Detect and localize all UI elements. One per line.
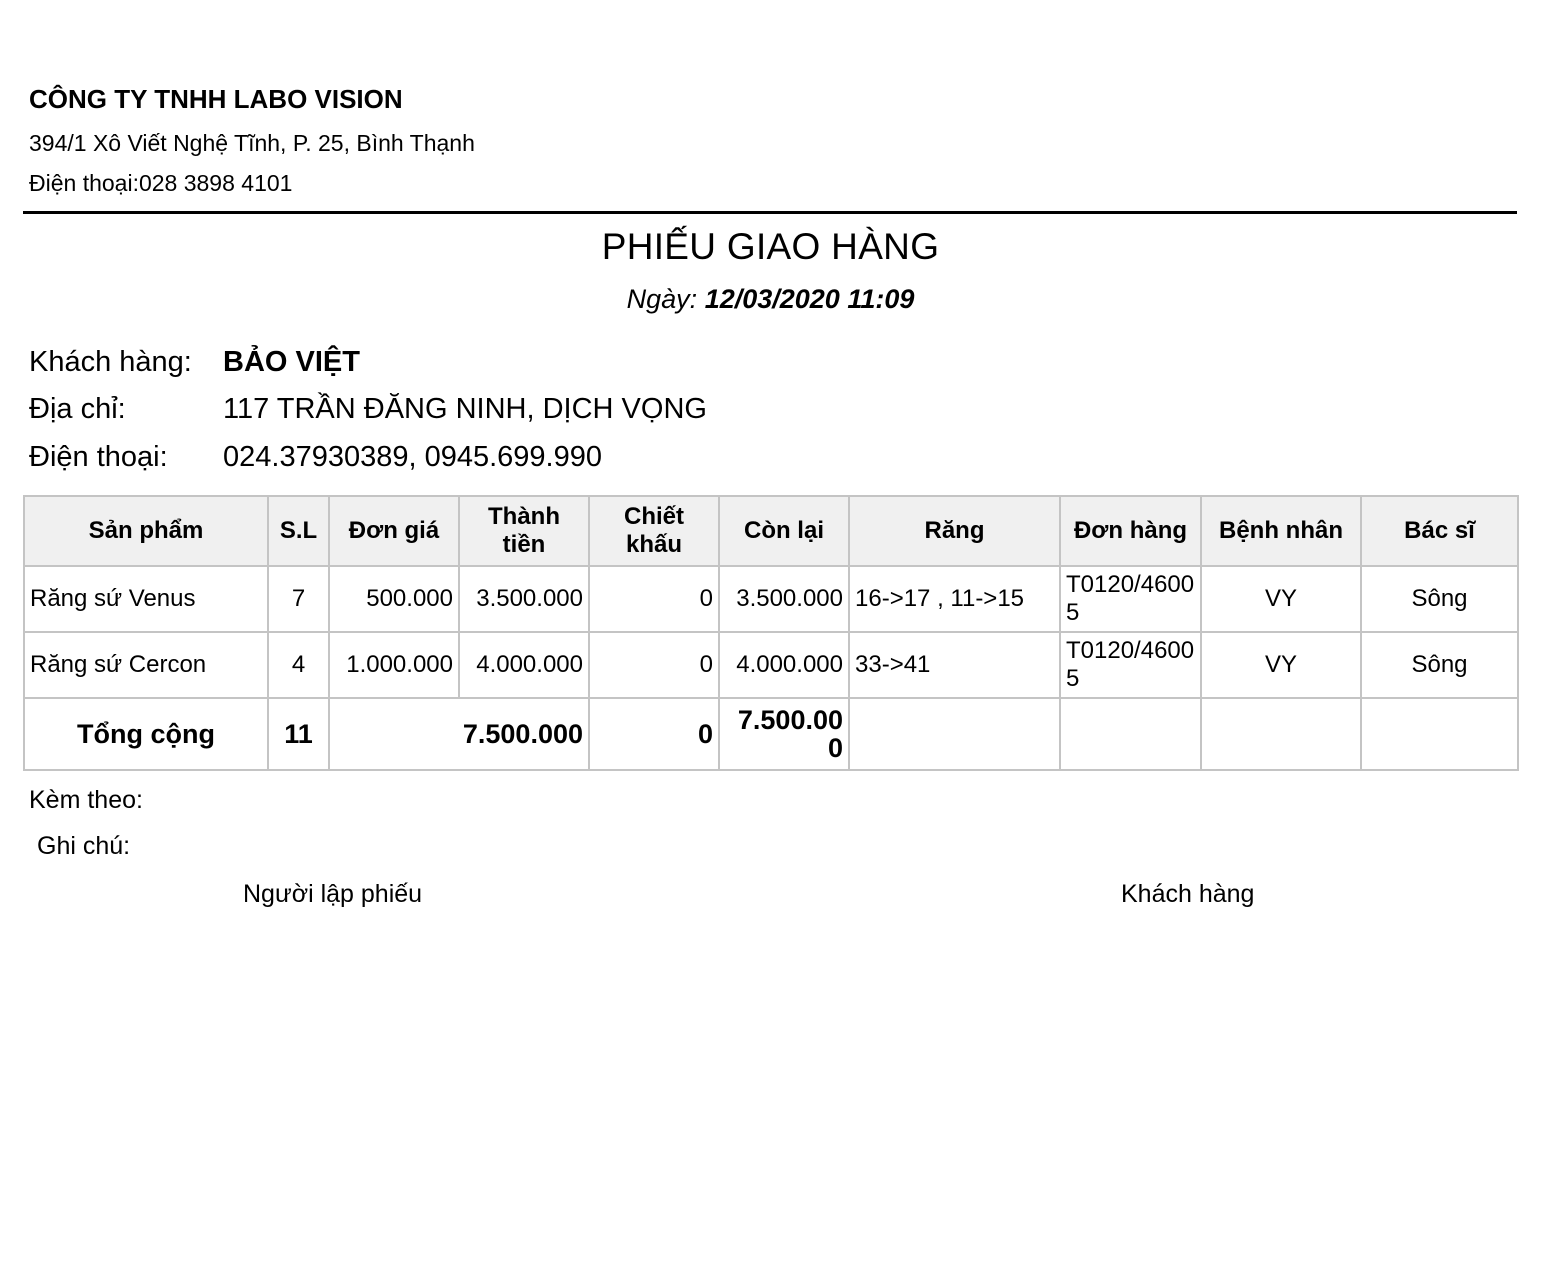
customer-address: 117 TRẦN ĐĂNG NINH, DỊCH VỌNG xyxy=(223,393,707,425)
cell-unit-price: 500.000 xyxy=(329,566,459,632)
cell-order: T0120/46005 xyxy=(1060,632,1201,698)
company-address: 394/1 Xô Viết Nghệ Tĩnh, P. 25, Bình Thạnh xyxy=(29,130,475,156)
total-empty-cell xyxy=(849,698,1060,770)
header-patient: Bệnh nhân xyxy=(1201,496,1361,566)
total-quantity: 11 xyxy=(268,698,329,770)
header-amount: Thành tiền xyxy=(459,496,589,566)
cell-amount: 3.500.000 xyxy=(459,566,589,632)
cell-patient: VY xyxy=(1201,566,1361,632)
total-empty-cell xyxy=(1201,698,1361,770)
cell-remaining: 4.000.000 xyxy=(719,632,849,698)
cell-amount: 4.000.000 xyxy=(459,632,589,698)
customer-signature-label: Khách hàng xyxy=(1121,880,1255,908)
cell-product: Răng sứ Cercon xyxy=(24,632,268,698)
date-value: 12/03/2020 11:09 xyxy=(704,284,915,314)
cell-teeth: 16->17 , 11->15 xyxy=(849,566,1060,632)
header-remaining: Còn lại xyxy=(719,496,849,566)
header-order: Đơn hàng xyxy=(1060,496,1201,566)
header-discount: Chiết khấu xyxy=(589,496,719,566)
company-name: CÔNG TY TNHH LABO VISION xyxy=(29,84,403,114)
cell-discount: 0 xyxy=(589,632,719,698)
date-label: Ngày: xyxy=(626,284,698,314)
customer-address-label: Địa chỉ: xyxy=(29,393,126,425)
cell-product: Răng sứ Venus xyxy=(24,566,268,632)
cell-discount: 0 xyxy=(589,566,719,632)
cell-quantity: 7 xyxy=(268,566,329,632)
customer-phone-label: Điện thoại: xyxy=(29,441,168,473)
cell-unit-price: 1.000.000 xyxy=(329,632,459,698)
cell-remaining: 3.500.000 xyxy=(719,566,849,632)
total-empty-cell xyxy=(1060,698,1201,770)
cell-quantity: 4 xyxy=(268,632,329,698)
preparer-signature-label: Người lập phiếu xyxy=(243,880,423,908)
document-title: PHIẾU GIAO HÀNG xyxy=(601,226,940,267)
note-label: Ghi chú: xyxy=(37,832,131,860)
total-empty-cell xyxy=(1361,698,1518,770)
header-quantity: S.L xyxy=(268,496,329,566)
total-amount: 7.500.000 xyxy=(329,698,589,770)
cell-doctor: Sông xyxy=(1361,566,1518,632)
table-row xyxy=(24,566,1518,632)
document-date xyxy=(0,284,1541,315)
table-row xyxy=(24,632,1518,698)
table-total-row xyxy=(24,698,1518,770)
table-header-row xyxy=(24,496,1518,566)
attached-label: Kèm theo: xyxy=(29,786,143,814)
header-divider xyxy=(23,211,1517,214)
total-label: Tổng cộng xyxy=(24,698,268,770)
delivery-items-table xyxy=(23,495,1519,771)
total-remaining: 7.500.000 xyxy=(719,698,849,770)
cell-order: T0120/46005 xyxy=(1060,566,1201,632)
total-discount: 0 xyxy=(589,698,719,770)
customer-name: BẢO VIỆT xyxy=(223,346,360,378)
cell-doctor: Sông xyxy=(1361,632,1518,698)
cell-teeth: 33->41 xyxy=(849,632,1060,698)
customer-phone: 024.37930389, 0945.699.990 xyxy=(223,441,602,473)
header-teeth: Răng xyxy=(849,496,1060,566)
cell-patient: VY xyxy=(1201,632,1361,698)
header-unit-price: Đơn giá xyxy=(329,496,459,566)
company-phone: Điện thoại:028 3898 4101 xyxy=(29,170,293,196)
customer-name-label: Khách hàng: xyxy=(29,346,192,378)
header-product: Sản phẩm xyxy=(24,496,268,566)
header-doctor: Bác sĩ xyxy=(1361,496,1518,566)
